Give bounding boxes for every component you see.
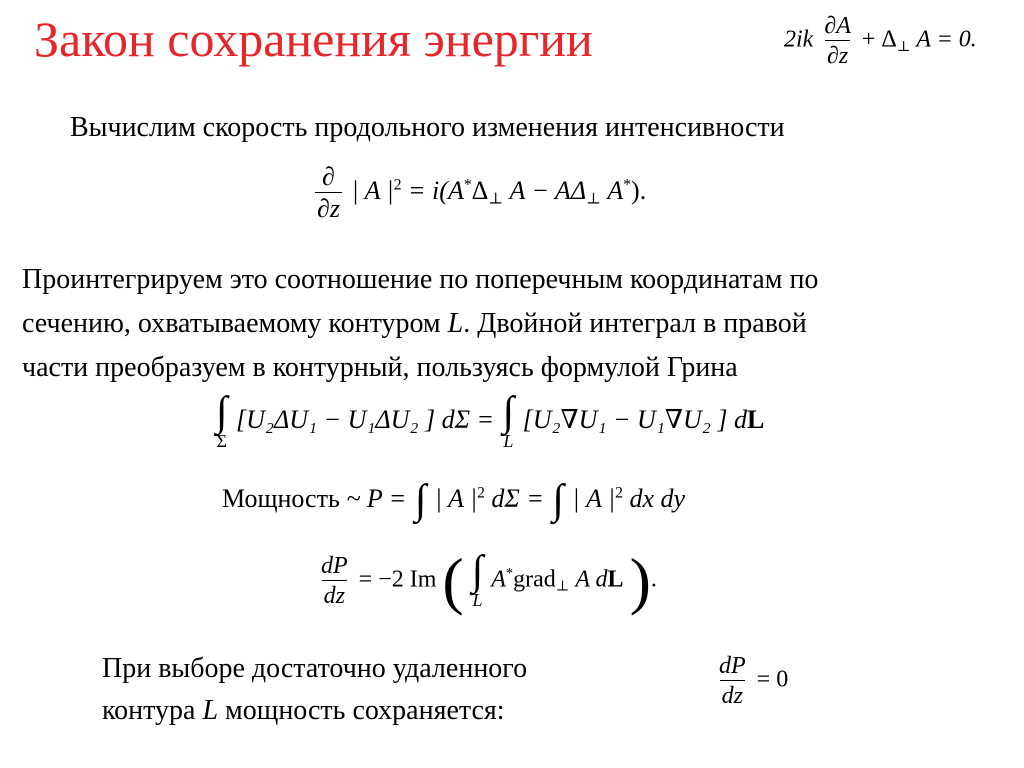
eq2-surface-integral: ∫ Σ — [216, 389, 228, 451]
eq3-integral-1: ∫ — [414, 477, 427, 523]
power-label: Мощность — [222, 483, 340, 513]
eq1-fraction: $\frac{\partial}{\partial z}$ — [317, 162, 340, 223]
conclusion-text-line1: При выборе достаточно удаленного — [102, 653, 528, 684]
eq-title-plus-delta: + Δ — [861, 26, 897, 53]
power-equation: Мощность ~ P = ∫ | A $|^2$ dΣ = ∫ | A $|^2$ dx dy — [222, 477, 686, 523]
intro-text: Вычислим скорость продольного изменения интенсивности — [70, 112, 785, 143]
eq4-left-paren: ( — [442, 545, 464, 616]
eq5-fraction: $\frac{dP}{dz}$ — [719, 653, 746, 709]
integration-text-line3: части преобразуем в контурный, пользуясь формулой Грина — [22, 352, 738, 383]
eq-title-tail: A = 0. — [916, 26, 977, 53]
eq-title-perp: ⊥ — [896, 38, 911, 55]
eq3-tilde: ~ P = — [346, 483, 407, 513]
conservation-equation — [714, 654, 788, 708]
eq1-abs: | A | — [351, 175, 394, 205]
eq2-contour-integral: ∫ L — [502, 389, 515, 451]
eq4-im: = −2 Im — [358, 566, 437, 593]
wave-equation — [784, 14, 977, 68]
eq3-dxdy: dx dy — [629, 483, 686, 513]
slide-title: Закон сохранения энергии — [34, 11, 593, 67]
eq-title-coef: 2ik — [784, 26, 814, 53]
eq5-rhs: = 0 — [756, 666, 789, 693]
eq1-rhs-mid: A − AΔ — [509, 175, 587, 205]
eq2-lhs: [U₂ΔU₁ − U₁ΔU₂ ] dΣ = — [236, 404, 495, 434]
eq-title-fraction: $\frac{\partial A}{\partial z}$ — [824, 13, 851, 69]
eq4-fraction: $\frac{dP}{dz}$ — [321, 552, 348, 609]
eq1-rhs-start: = i(A — [408, 175, 464, 205]
conclusion-text-line2: контура L мощность сохраняется: — [102, 695, 505, 726]
eq3-integral-2: ∫ — [552, 477, 564, 523]
conclusion-text — [102, 648, 527, 732]
green-formula-equation: ∫ Σ [U₂ΔU₁ − U₁ΔU₂ ] dΣ = ∫ L [U₂∇U₁ − U₁∇U₂ ] dL — [216, 389, 765, 451]
eq4-right-paren: ) — [629, 545, 651, 616]
eq4-contour-integral: ∫ L — [471, 547, 484, 610]
intensity-derivative-equation: $\frac{\partial}{\partial z}$ | A $|^2 = i(A^*\Delta_\perp$ $A - A\Delta_\perp$ A*). — [317, 162, 647, 223]
integration-text-line2: сечению, охватываемому контуром L. Двойной интеграл в правой — [22, 308, 807, 339]
integration-text-line1: Проинтегрируем это соотношение по поперечным координатам по — [22, 264, 819, 295]
integration-text — [22, 258, 818, 390]
power-derivative-equation: $\frac{dP}{dz}$ = −2 Im ( ∫ L A*grad$_\perp$ A dL ). — [321, 545, 657, 616]
eq3-dsigma: dΣ = — [491, 483, 544, 513]
eq2-rhs: [U₂∇U₁ − U₁∇U₂ ] d — [522, 404, 747, 434]
